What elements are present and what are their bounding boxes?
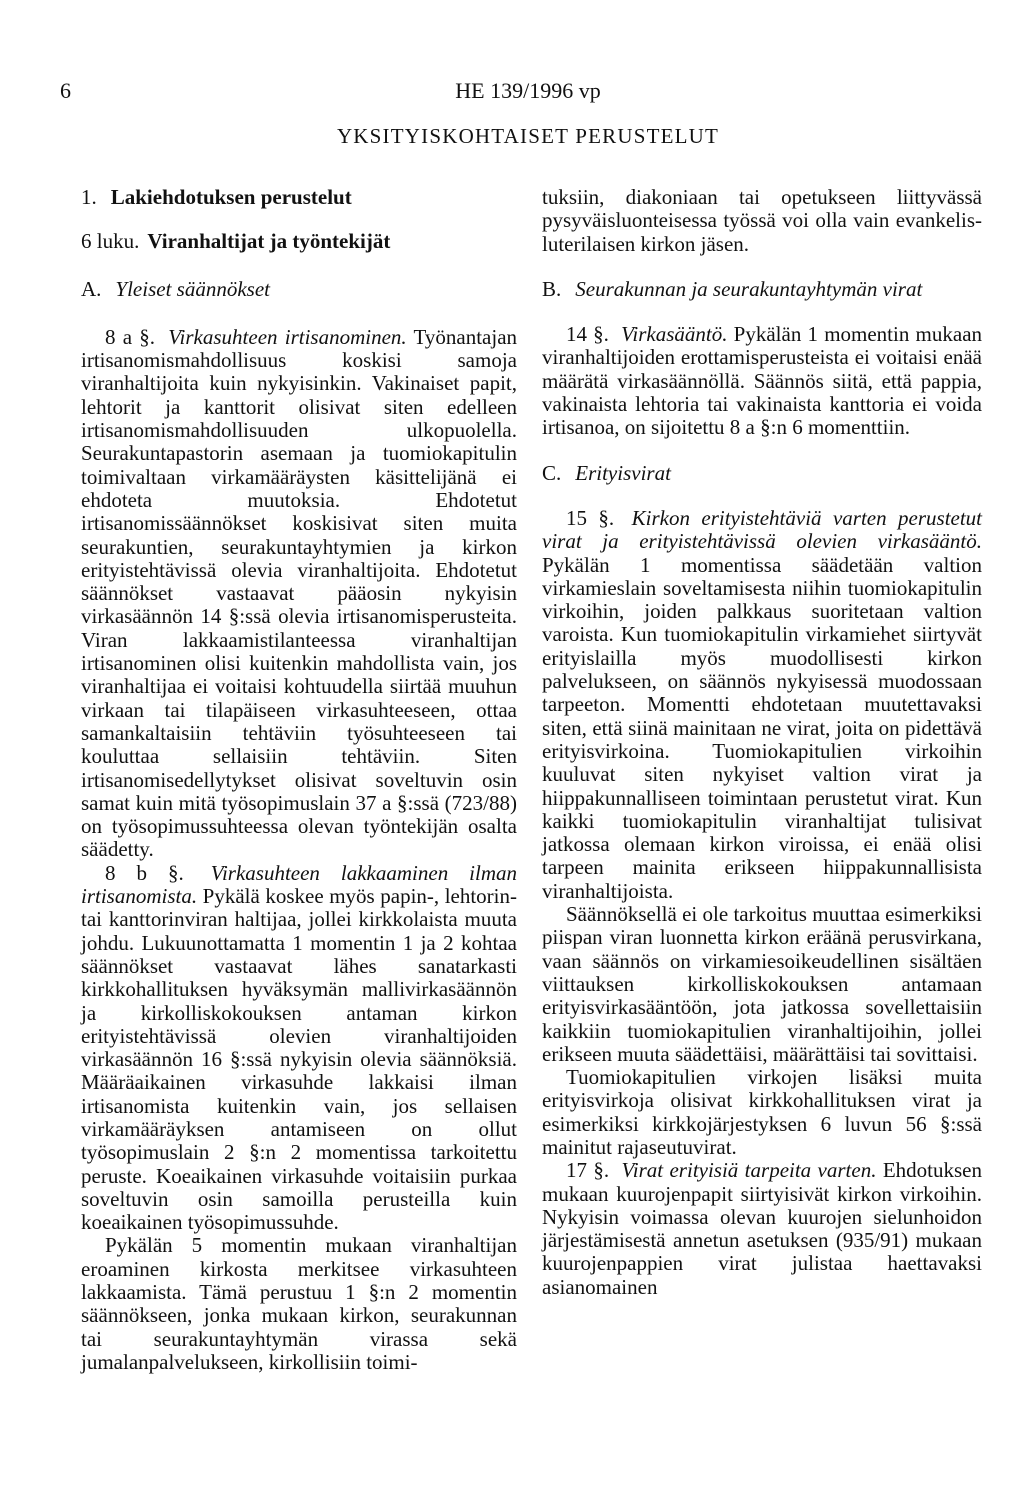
paragraph-text: Pykälän 1 momentin mukaan viranhaltijoiden erottamisperusteista ei voitaisi enää määrätä virkasäännöllä. Säännös siitä, että pappia, vakinaista lehtoria tai vakinaista kanttoria ei voida irtisanoa, on sijoitettu 8 a §:n 6 momenttiin. xyxy=(542,322,983,440)
section-number: 14 §. xyxy=(566,322,609,347)
paragraph-continuation: tuksiin, diakoniaan tai opetukseen liittyvässä pysyväisluonteisessa työssä voi olla vain evankelis-luterilaisen kirkon jäsen. xyxy=(542,185,982,256)
paragraph-15-third: Tuomiokapitulien virkojen lisäksi muita erityisvirkoja olisivat kirkkohallituksen virat ja esimerkiksi kirkkojärjestyksen 6 luvun 56 §:ssä mainitut rajaseutuvirat. xyxy=(542,1065,982,1159)
paragraph-text: Ehdotuksen mukaan kuurojenpapit siirtyisivät kirkon virkoihin. Nykyisin voimassa olevan kuurojen sielunhoidon järjestämisestä annetun asetuksen (935/91) mukaan kuurojenpappien virat julistaa haettavaksi asianomainen xyxy=(542,1158,982,1299)
subsection-label: B. xyxy=(542,276,562,301)
section-title-italic: Virkasuhteen lakkaaminen ilman irtisanomista. xyxy=(81,860,518,909)
section-number: 8 b §. xyxy=(105,860,184,885)
heading-subsection-b xyxy=(542,278,982,301)
paragraph-text: Työnantajan irtisanomismahdollisuus koskisi samoja viranhaltijoita kuin nykyisinkin. Vakinaiset papit, lehtorit ja kanttorit olisivat siten edelleen irtisanomismahdollisuuden ulkopuolella. Seurakuntapastorin asemaan ja tuomiokapitulin toimivaltaan virkamääräysten käsittelijänä ei ehdoteta muutoksia. Ehdotetut irtisanomissäännökset koskisivat siten muita seurakuntien, seurakuntayhtymien ja kirkon erityistehtävissä olevia viranhaltijoita. Ehdotetut säännökset vastaavat pääosin nykyisin virkasäännön 14 §:ssä olevia irtisanomisperusteita. Viran lakkaamistilanteessa viranhaltijan irtisanominen olisi kuitenkin mahdollista vain, jos viranhaltijaa ei voitaisi kohtuudella siirtää muuhun virkaan tai tilapäiseen virkasuhteeseen, ottaa samankaltaisiin tehtäviin työsuhteeseen tai kouluttaa sellaisiin tehtäviin. Siten irtisanomisedellytykset olisivat soveltuvin osin samat kuin mitä työsopimuslain 37 a §:ssä (723/88) on työsopimussuhteessa olevan työntekijän osalta säädetty. xyxy=(81,324,518,862)
section-title: YKSITYISKOHTAISET PERUSTELUT xyxy=(336,124,720,148)
section-number: 8 a §. xyxy=(105,324,156,349)
page-number: 6 xyxy=(60,78,71,103)
paragraph-8b xyxy=(81,862,517,1235)
heading-subsection-a xyxy=(81,278,517,301)
section-title-italic: Kirkon erityistehtäviä varten perustetut virat ja erityistehtävissä olevien virkasääntö. xyxy=(542,505,983,554)
section-title-italic: Virkasääntö. xyxy=(621,322,728,347)
paragraph-15 xyxy=(542,507,982,903)
subsection-title: Seurakunnan ja seurakuntayhtymän virat xyxy=(575,276,923,301)
heading-number: 1. xyxy=(81,185,97,209)
section-number: 15 §. xyxy=(566,505,615,530)
paragraph-text: Pykälä koskee myös papin-, lehtorin- tai kanttorinviran haltijaa, jollei kirkkolaista muuta johdu. Lukuunottamatta 1 momentin 1 ja 2 kohtaa säännökset vastaavat lähes sanatarkasti kirkkohallituksen hyväksymän mallivirkasäännön ja kirkolliskokouksen antaman kirkon erityistehtävissä olevien viranhaltijoiden virkasäännön 16 §:ssä nykyisin olevia säännöksiä. Määräaikainen virkasuhde lakkaisi ilman irtisanomista kuitenkin vain, jos sellaisen virkamääräyksen antamiseen on ollut työsopimuslain 2 §:n 2 momentissa tarkoitettu peruste. Koeaikainen virkasuhde voitaisiin purkaa soveltuvin osin samoilla perusteilla kuin koeaikainen työsopimussuhde. xyxy=(81,884,518,1235)
paragraph-17 xyxy=(542,1159,982,1299)
paragraph-15-second: Säännöksellä ei ole tarkoitus muuttaa esimerkiksi piispan viran luonnetta kirkon eräänä perusvirkana, vaan säännös on virkamiesoikeudellinen sisältäen viittauksen kirkolliskokouksen antamaan erityisvirkasääntöön, jota jatkossa sovellettaisiin kaikkiin tuomiokapitulien viranhaltijoihin, jollei erikseen muuta säädettäisi, määrättäisi tai sovittaisi. xyxy=(542,902,982,1066)
document-id: HE 139/1996 vp xyxy=(455,78,601,103)
paragraph-8a xyxy=(81,326,517,862)
paragraph-text: Pykälän 1 momentissa säädetään valtion virkamieslain soveltamisesta niihin tuomiokapitulin virkoihin, joiden palkkaus suoritetaan valtion varoista. Kun tuomiokapitulin virkamiehet siirtyvät erityislailla myös muodollisesti kirkon palvelukseen, on säännös nykyisessä muodossaan tarpeeton. Momentti ehdotetaan muutettavaksi siten, että siinä mainitaan ne virat, joita on pidettävä erityisvirkoina. Tuomiokapitulien virkoihin kuuluvat siten nykyiset valtion virat ja hiippakunnalliseen toimintaan perustetut virat. Kun kaikki tuomiokapitulin viranhaltijat tulisivat jatkossa olemaan kirkon viroissa, ei enää olisi tarpeen mainita erikseen hiippakunnallisista viranhaltijoista. xyxy=(542,552,982,903)
right-column xyxy=(542,186,982,1299)
paragraph-8b-continued: Pykälän 5 momentin mukaan viranhaltijan eroaminen kirkosta merkitsee virkasuhteen lakkaamista. Tämä perustuu 1 §:n 2 momentin säännökseen, jonka mukaan kirkon, seurakunnan tai seurakuntayhtymän virassa sekä jumalanpalvelukseen, kirkollisiin toimi- xyxy=(81,1233,517,1374)
section-title-italic: Virkasuhteen irtisanominen. xyxy=(168,324,407,349)
section-number: 17 §. xyxy=(566,1158,610,1183)
subsection-title: Erityisvirat xyxy=(575,460,671,485)
paragraph-14 xyxy=(542,323,982,439)
heading-subsection-c xyxy=(542,462,982,485)
left-column xyxy=(81,186,517,1374)
subsection-title: Yleiset säännökset xyxy=(115,276,270,301)
heading-text: Lakiehdotuksen perustelut xyxy=(110,185,352,209)
subsection-label: A. xyxy=(81,276,102,301)
subsection-label: C. xyxy=(542,460,562,485)
heading-chapter-6 xyxy=(81,230,517,253)
chapter-title: Viranhaltijat ja työntekijät xyxy=(147,229,391,254)
heading-lakiehdotuksen-perustelut xyxy=(81,186,517,209)
section-title-italic: Virat erityisiä tarpeita varten. xyxy=(621,1158,877,1183)
chapter-number: 6 luku. xyxy=(81,229,140,254)
